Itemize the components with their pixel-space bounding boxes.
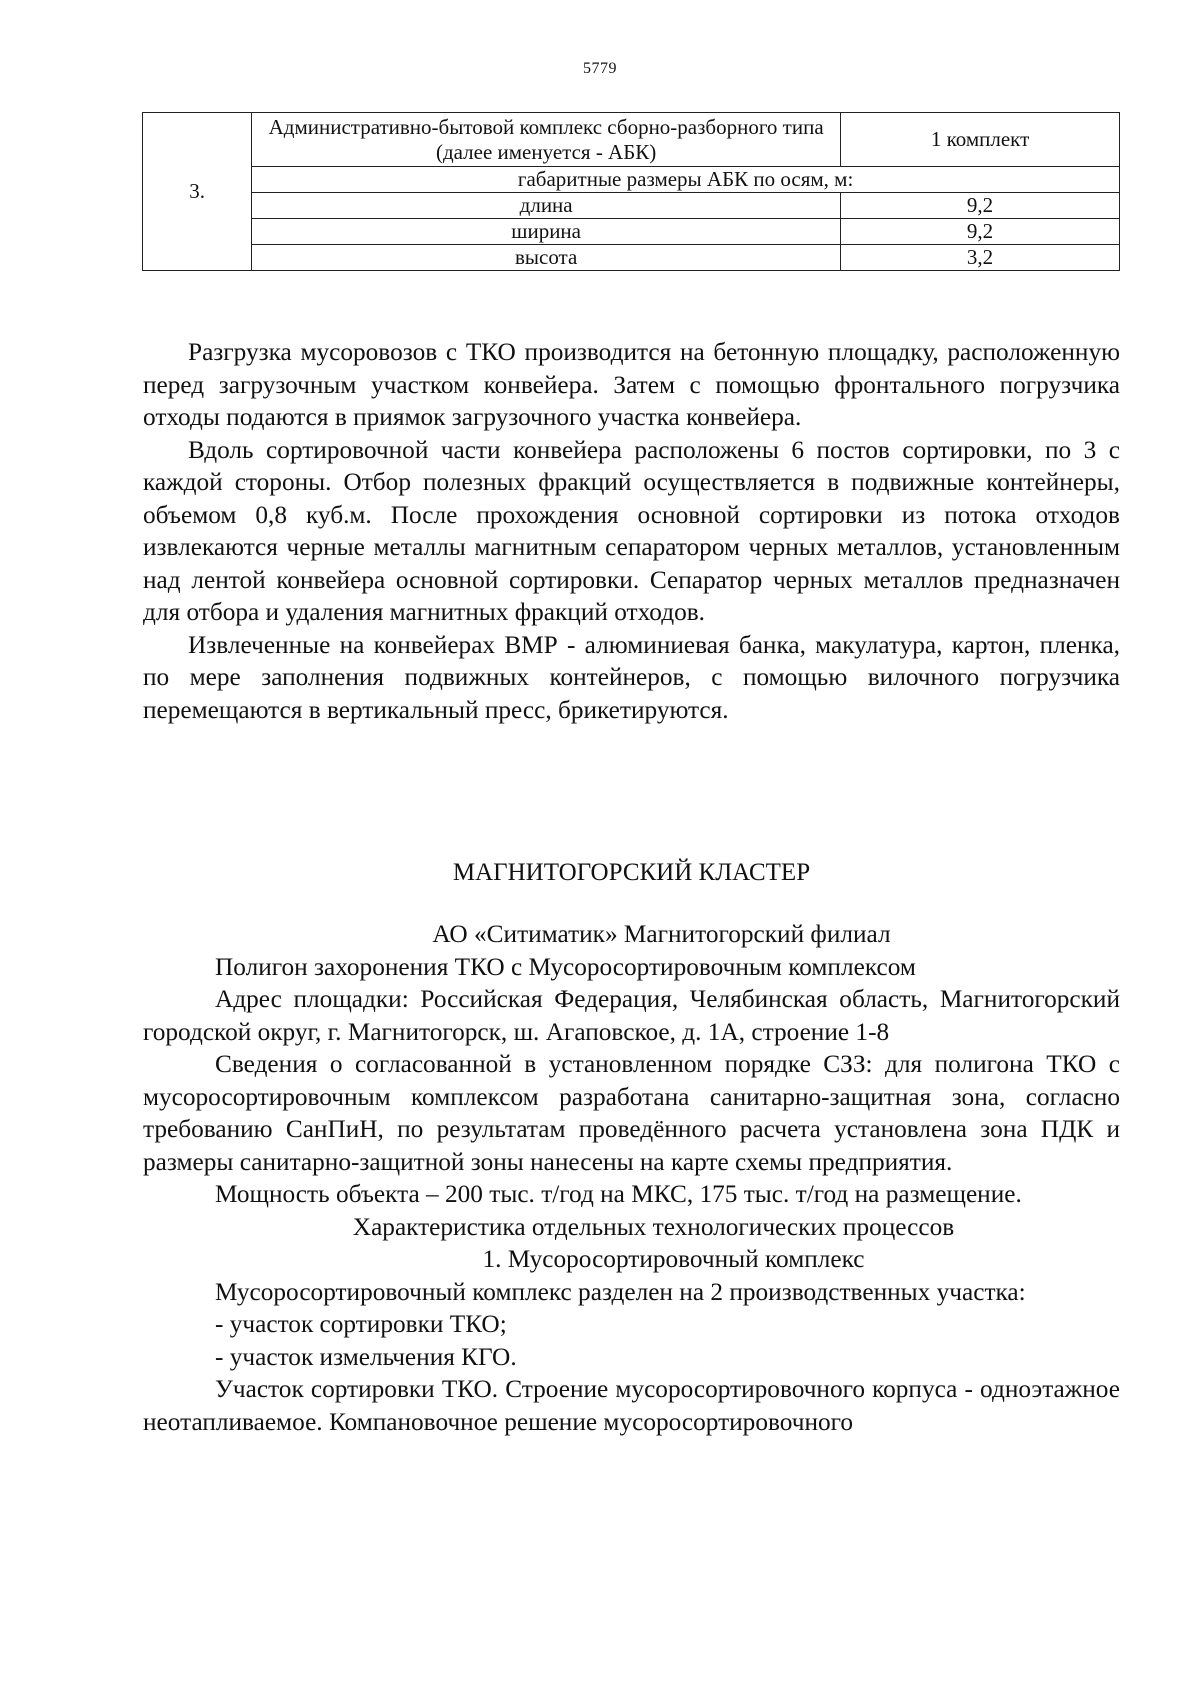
table-row	[143, 193, 1120, 219]
page-number: 5779	[583, 60, 617, 77]
paragraph-unloading: Разгрузка мусоровозов с ТКО производится на бетонную площадку, расположенную перед загрузочным участком конвейера. Затем с помощью фронтального погрузчика отходы подаются в приямок загрузочного участка конвейера.	[143, 338, 1120, 431]
table-row	[143, 113, 1120, 167]
table-row	[143, 167, 1120, 193]
dimension-label-cell: длина	[252, 193, 841, 219]
processes-heading: Характеристика отдельных технологических процессов	[352, 1212, 955, 1241]
szz-paragraph: Сведения о согласованной в установленном порядке СЗЗ: для полигона ТКО с мусоросортировочным комплексом разработана санитарно-защитная зона, согласно требованию СанПиН, по результатам проведённого расчета установлена зона ПДК и размеры санитарно-защитной зоны нанесены на карте схемы предприятия.	[143, 1050, 1120, 1176]
dimension-value-cell: 9,2	[841, 219, 1120, 245]
sorting-area-paragraph: Участок сортировки ТКО. Строение мусоросортировочного корпуса - одноэтажное неотапливаемое. Компановочное решение мусоросортировочного	[143, 1375, 1120, 1436]
dimension-value-cell: 9,2	[841, 193, 1120, 219]
dimension-label-cell: высота	[252, 245, 841, 271]
facility-name: Полигон захоронения ТКО с Мусоросортировочным комплексом	[215, 952, 916, 981]
subsection-heading: 1. Мусоросортировочный комплекс	[482, 1245, 865, 1273]
area-list-item: - участок измельчения КГО.	[215, 1342, 517, 1371]
section-title: МАГНИТОГОРСКИЙ КЛАСТЕР	[452, 859, 811, 886]
paragraph-sorting-posts: Вдоль сортировочной части конвейера расположены 6 постов сортировки, по 3 с каждой стороны. Отбор полезных фракций осуществляется в подвижные контейнеры, объемом 0,8 куб.м. После прохождения основной сортировки из потока отходов извлекаются черные металлы магнитным сепаратором черных металлов, установленным над лентой конвейера основной сортировки. Сепаратор черных металлов предназначен для отбора и удаления магнитных фракций отходов.	[143, 435, 1120, 626]
body-text-top	[143, 336, 1120, 726]
item-quantity-cell: 1 комплект	[841, 113, 1120, 167]
organization-name: АО «Ситиматик» Магнитогорский филиал	[432, 920, 891, 948]
area-list-item: - участок сортировки ТКО;	[215, 1310, 507, 1338]
dimension-value-cell: 3,2	[841, 245, 1120, 271]
equipment-table	[142, 112, 1120, 271]
table-row	[143, 245, 1120, 271]
item-name-cell: Административно-бытовой комплекс сборно-разборного типа (далее именуется - АБК)	[252, 113, 841, 167]
dimension-label-cell: ширина	[252, 219, 841, 245]
table-row	[143, 219, 1120, 245]
address-paragraph: Адрес площадки: Российская Федерация, Челябинская область, Магнитогорский городской округ, г. Магнитогорск, ш. Агаповское, д. 1А, строение 1-8	[143, 985, 1120, 1046]
body-text-cluster	[143, 918, 1120, 1438]
capacity-paragraph: Мощность объекта – 200 тыс. т/год на МКС, 175 тыс. т/год на размещение.	[215, 1180, 1022, 1208]
row-number-cell: 3.	[143, 113, 252, 271]
paragraph-recyclables: Извлеченные на конвейерах ВМР - алюминиевая банка, макулатура, картон, пленка, по мере заполнения подвижных контейнеров, с помощью вилочного погрузчика перемещаются в вертикальный пресс, брикетируются.	[143, 630, 1120, 724]
complex-intro-paragraph: Мусоросортировочный комплекс разделен на 2 производственных участка:	[215, 1277, 1026, 1306]
dimensions-header-cell: габаритные размеры АБК по осям, м:	[252, 167, 1120, 193]
